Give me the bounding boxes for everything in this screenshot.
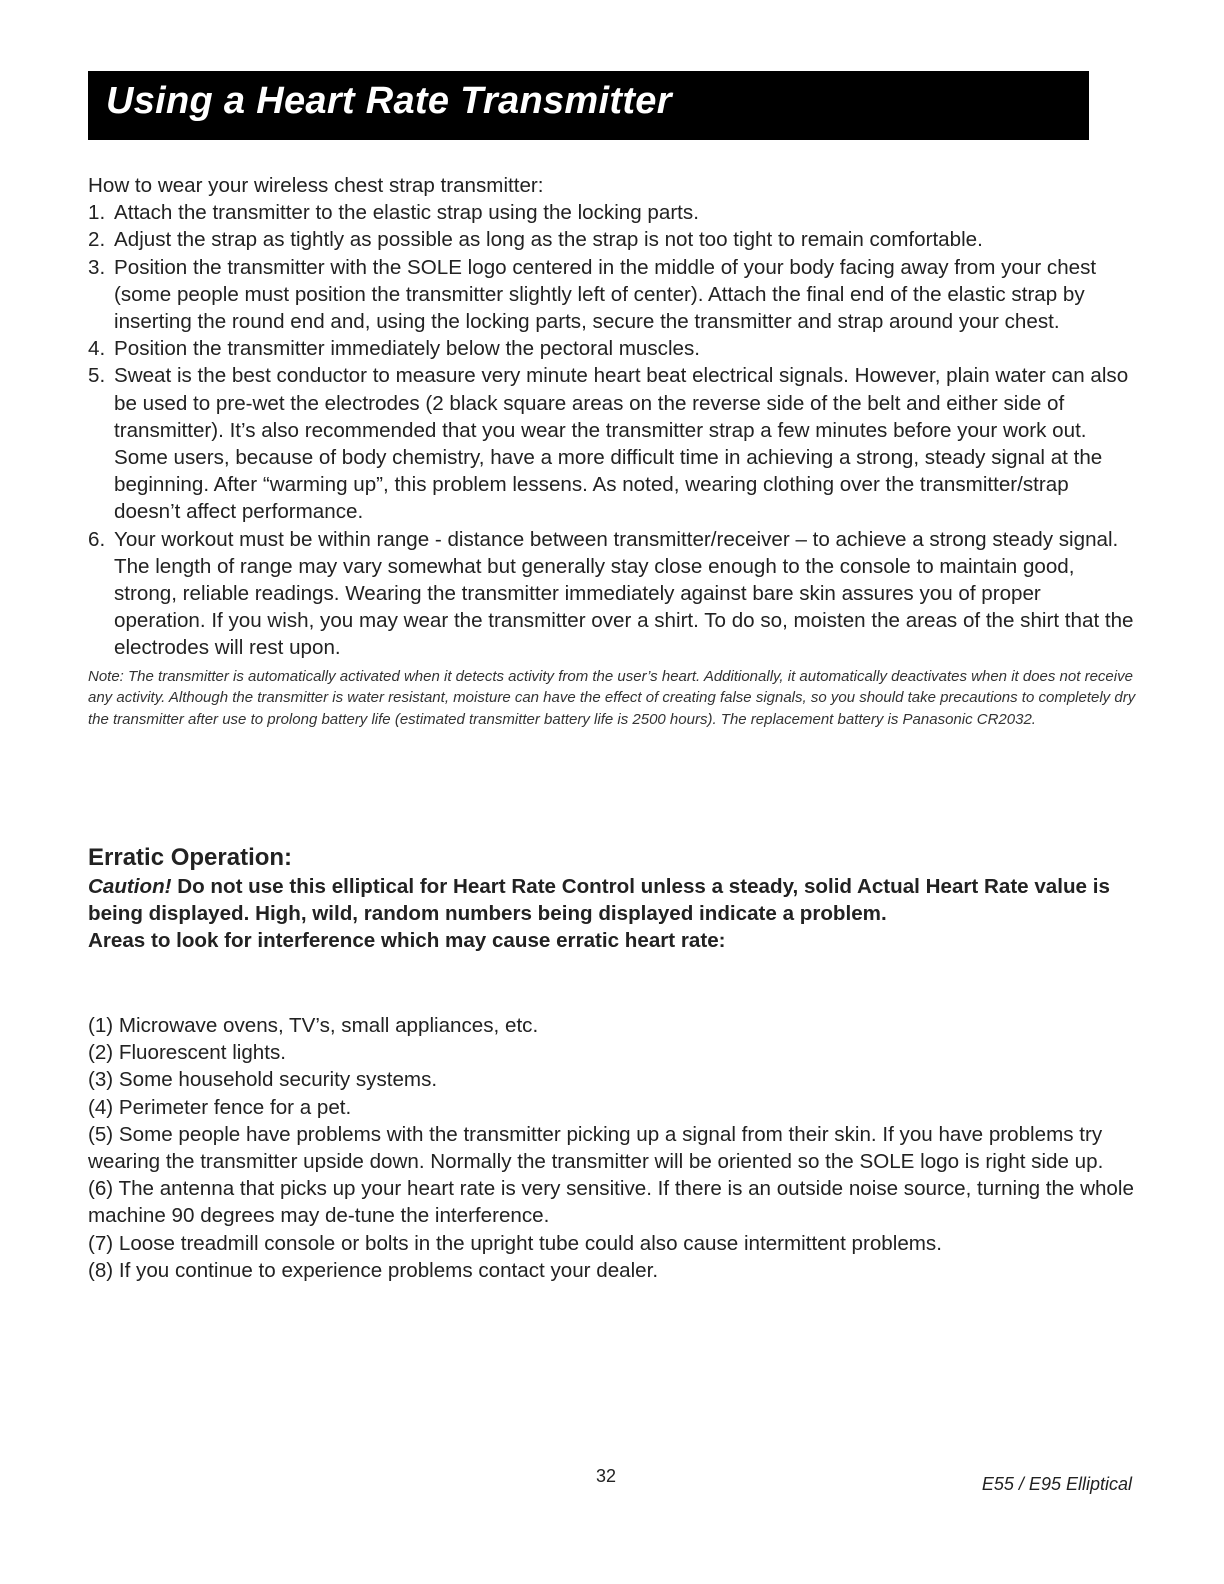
caution-text	[88, 873, 1138, 927]
step-text: Your workout must be within range - distance between transmitter/receiver – to achieve a strong steady signal. The length of range may vary somewhat but generally stay close enough to the console to maintain good, strong, reliable readings. Wearing the transmitter immediately against bare skin assures you of proper operation. If you wish, you may wear the transmitter over a shirt. To do so, moisten the areas of the shirt that the electrodes will rest upon.	[114, 527, 1134, 660]
step-number: 5.	[88, 364, 106, 388]
step-item	[88, 526, 1138, 662]
list-item: (3) Some household security systems.	[88, 1068, 438, 1092]
footer-model-name: E55 / E95 Elliptical	[981, 1474, 1132, 1494]
list-item: (2) Fluorescent lights.	[88, 1041, 287, 1065]
page-title: Using a Heart Rate Transmitter	[106, 80, 672, 122]
step-item	[88, 335, 1138, 362]
step-number: 6.	[88, 527, 106, 551]
step-text: Position the transmitter with the SOLE logo centered in the middle of your body facing away from your chest (some people must position the transmitter slightly left of center). Attach the final end of the elastic strap by inserting the round end and, using the locking parts, secure the transmitter and strap around your chest.	[114, 255, 1097, 334]
step-text: Sweat is the best conductor to measure very minute heart beat electrical signals. However, plain water can also be used to pre-wet the electrodes (2 black square areas on the reverse side of the belt and either side of transmitter). It’s also recommended that you wear the transmitter strap a few minutes before your work out. Some users, because of body chemistry, have a more difficult time in achieving a strong, steady signal at the beginning. After “warming up”, this problem lessens. As noted, wearing clothing over the transmitter/strap doesn’t affect performance.	[114, 364, 1129, 524]
title-banner	[88, 71, 1089, 140]
list-item: (7) Loose treadmill console or bolts in the upright tube could also cause intermittent problems.	[88, 1231, 942, 1255]
list-item: (1) Microwave ovens, TV’s, small appliances, etc.	[88, 1014, 539, 1037]
list-item: (5) Some people have problems with the transmitter picking up a signal from their skin. If you have problems try wearing the transmitter upside down. Normally the transmitter will be oriented so the SOLE logo is right side up.	[88, 1122, 1104, 1174]
intro-text: How to wear your wireless chest strap transmitter:	[88, 174, 544, 197]
interference-list	[88, 1012, 1138, 1284]
instructions-section	[88, 172, 1138, 745]
step-item	[88, 226, 1138, 253]
note-text: Note: The transmitter is automatically activated when it detects activity from the user’s heart. Additionally, it automatically deactivates when it does not receive any activity. Although the transmitter is water resistant, moisture can have the effect of creating false signals, so you should take precautions to completely dry the transmitter after use to prolong battery life (estimated transmitter battery life is 2500 hours). The replacement battery is Panasonic CR2032.	[88, 667, 1136, 728]
list-item: (6) The antenna that picks up your heart rate is very sensitive. If there is an outside noise source, turning the whole machine 90 degrees may de-tune the interference.	[88, 1177, 1134, 1228]
step-number: 1.	[88, 201, 106, 225]
step-text: Adjust the strap as tightly as possible as long as the strap is not too tight to remain comfortable.	[114, 228, 983, 252]
list-item: (8) If you continue to experience problems contact your dealer.	[88, 1258, 659, 1282]
erratic-operation-section	[88, 843, 1138, 955]
step-number: 2.	[88, 228, 106, 252]
step-item	[88, 254, 1138, 336]
step-text: Attach the transmitter to the elastic strap using the locking parts.	[114, 201, 699, 225]
caution-body: Do not use this elliptical for Heart Rate Control unless a steady, solid Actual Heart Rate value is being displayed. High, wild, random numbers being displayed indicate a problem.	[88, 875, 1110, 926]
list-item: (4) Perimeter fence for a pet.	[88, 1095, 352, 1119]
page-number: 32	[596, 1466, 617, 1486]
step-number: 3.	[88, 255, 106, 279]
step-item	[88, 199, 1138, 226]
step-number: 4.	[88, 337, 106, 361]
steps-list	[88, 199, 1138, 661]
areas-heading: Areas to look for interference which may cause erratic heart rate:	[88, 929, 726, 953]
step-item	[88, 362, 1138, 525]
section-title: Erratic Operation:	[88, 844, 293, 871]
caution-label: Caution!	[88, 875, 172, 898]
step-text: Position the transmitter immediately below the pectoral muscles.	[114, 337, 701, 361]
